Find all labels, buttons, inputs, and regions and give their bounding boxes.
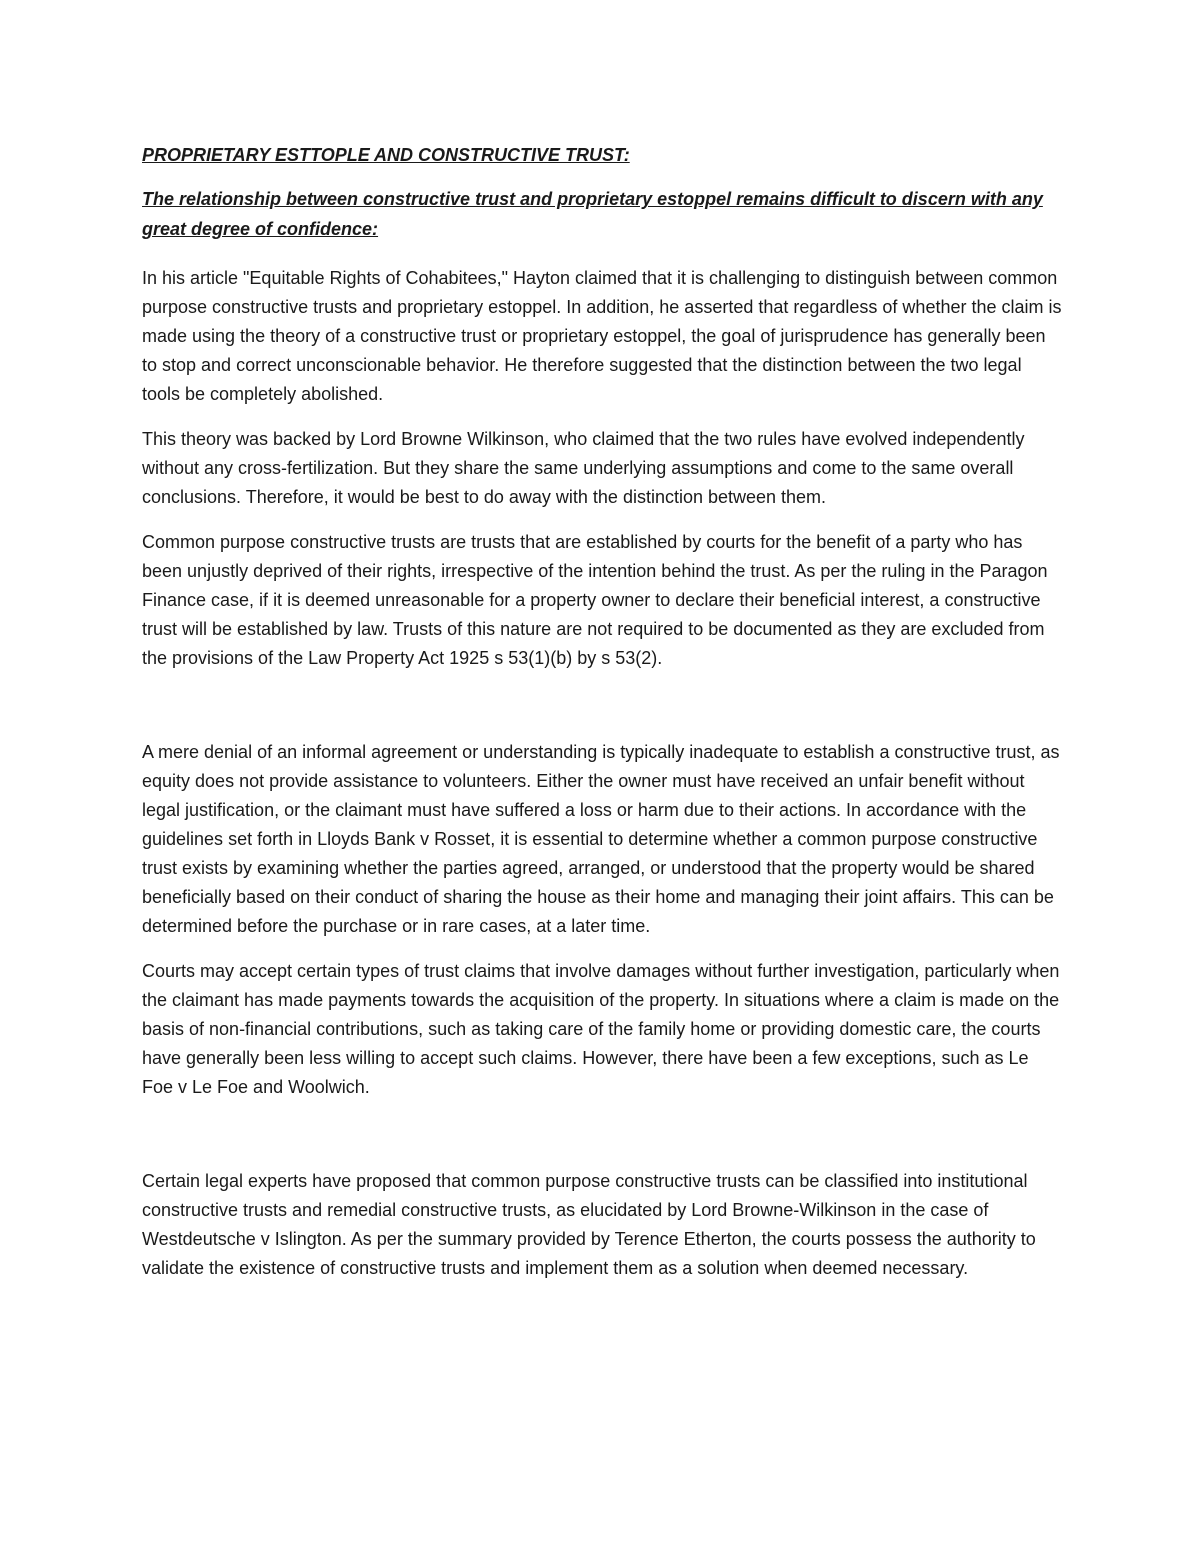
blank-line	[142, 1118, 1062, 1167]
document-page	[142, 140, 1062, 1299]
paragraph: Common purpose constructive trusts are trusts that are established by courts for the benefit of a party who has been unjustly deprived of their rights, irrespective of the intention behind the trust. As per the ruling in the Paragon Finance case, if it is deemed unreasonable for a property owner to declare their beneficial interest, a constructive trust will be established by law. Trusts of this nature are not required to be documented as they are excluded from the provisions of the Law Property Act 1925 s 53(1)(b) by s 53(2).	[142, 532, 1048, 668]
document-title: PROPRIETARY ESTTOPLE AND CONSTRUCTIVE TRUST:	[142, 145, 630, 165]
paragraph: Courts may accept certain types of trust claims that involve damages without further investigation, particularly when the claimant has made payments towards the acquisition of the property. In situations where a claim is made on the basis of non-financial contributions, such as taking care of the family home or providing domestic care, the courts have generally been less willing to accept such claims. However, there have been a few exceptions, such as Le Foe v Le Foe and Woolwich.	[142, 961, 1060, 1097]
paragraph: This theory was backed by Lord Browne Wilkinson, who claimed that the two rules have evolved independently without any cross-fertilization. But they share the same underlying assumptions and come to the same overall conclusions. Therefore, it would be best to do away with the distinction between them.	[142, 429, 1025, 507]
paragraph: Certain legal experts have proposed that common purpose constructive trusts can be classified into institutional constructive trusts and remedial constructive trusts, as elucidated by Lord Browne-Wilkinson in the case of Westdeutsche v Islington. As per the summary provided by Terence Etherton, the courts possess the authority to validate the existence of constructive trusts and implement them as a solution when deemed necessary.	[142, 1171, 1036, 1278]
paragraph: A mere denial of an informal agreement or understanding is typically inadequate to establish a constructive trust, as equity does not provide assistance to volunteers. Either the owner must have received an unfair benefit without legal justification, or the claimant must have suffered a loss or harm due to their actions. In accordance with the guidelines set forth in Lloyds Bank v Rosset, it is essential to determine whether a common purpose constructive trust exists by examining whether the parties agreed, arranged, or understood that the property would be shared beneficially based on their conduct of sharing the house as their home and managing their joint affairs. This can be determined before the purchase or in rare cases, at a later time.	[142, 742, 1060, 936]
document-subtitle: The relationship between constructive trust and proprietary estoppel remains difficult to discern with any great degree of confidence:	[142, 189, 1043, 239]
paragraph: In his article "Equitable Rights of Cohabitees," Hayton claimed that it is challenging to distinguish between common purpose constructive trusts and proprietary estoppel. In addition, he asserted that regardless of whether the claim is made using the theory of a constructive trust or proprietary estoppel, the goal of jurisprudence has generally been to stop and correct unconscionable behavior. He therefore suggested that the distinction between the two legal tools be completely abolished.	[142, 268, 1062, 404]
blank-line	[142, 689, 1062, 738]
